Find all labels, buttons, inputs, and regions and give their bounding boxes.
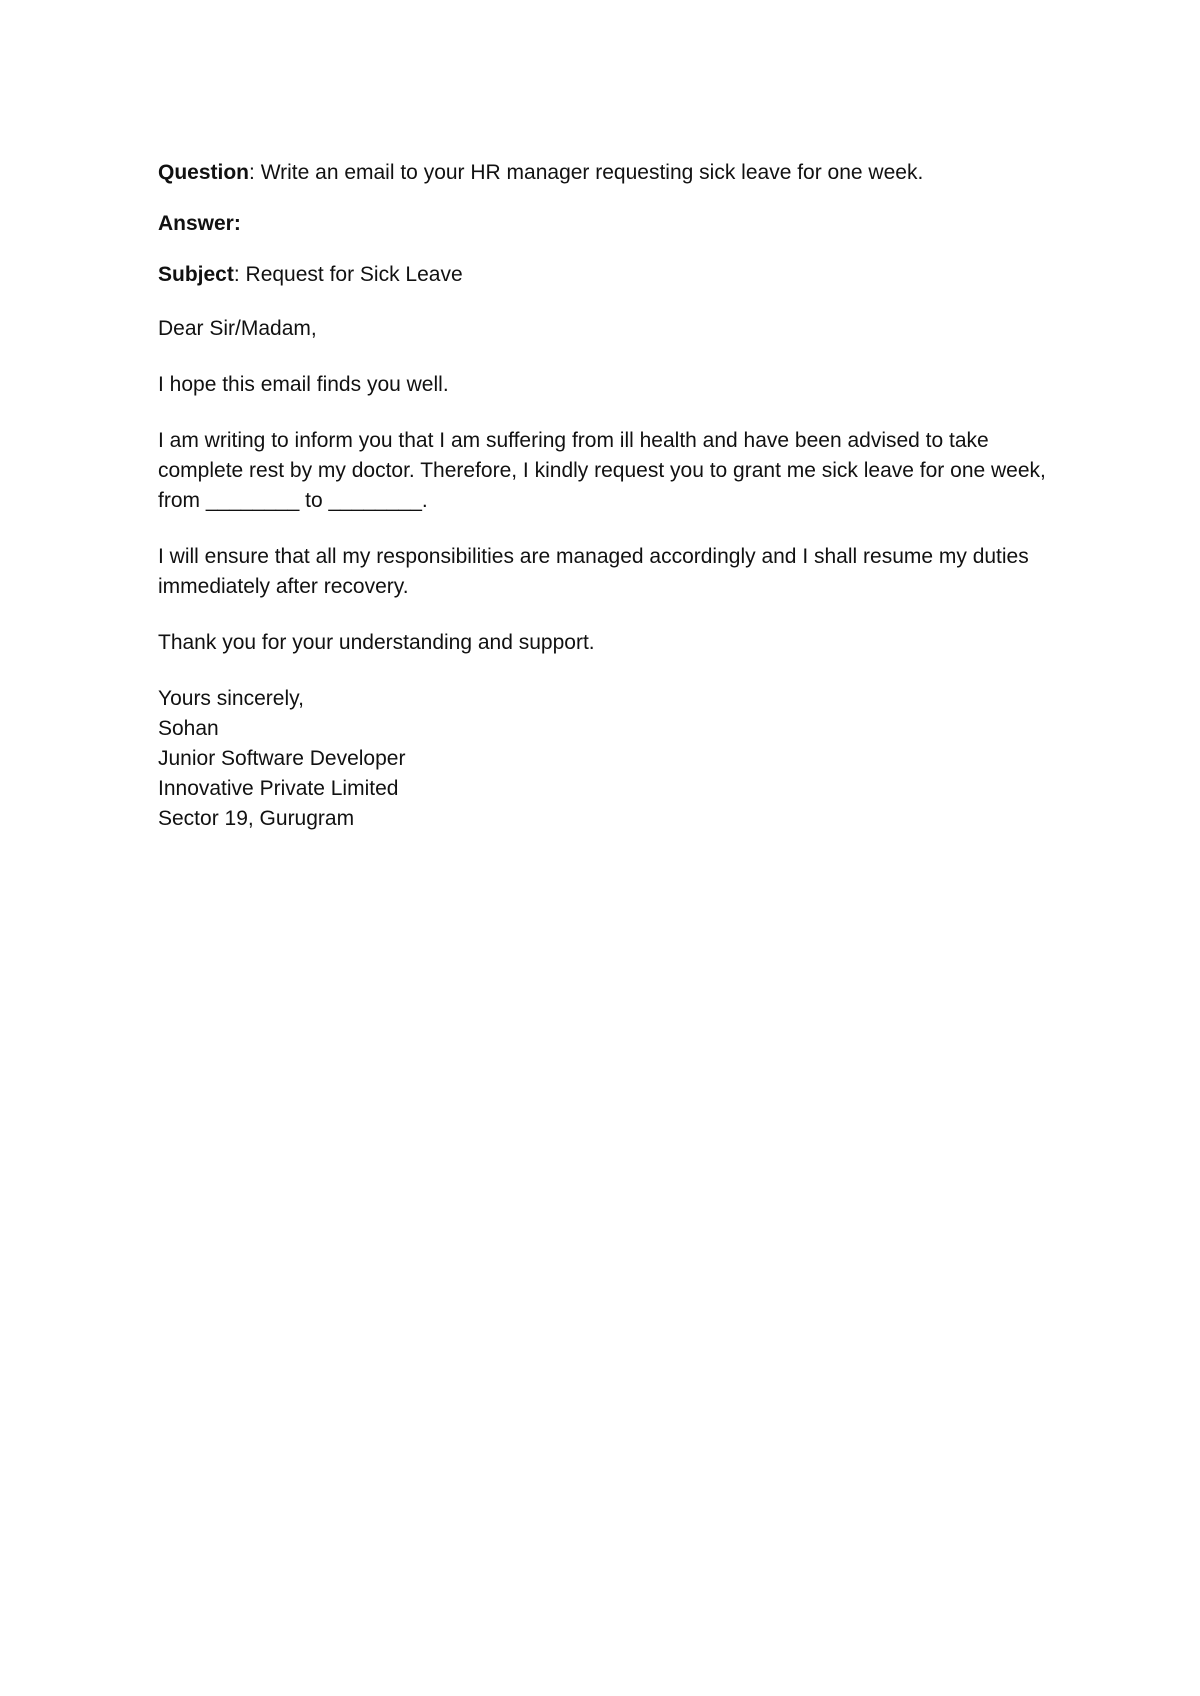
- question-label: Question: [158, 161, 250, 184]
- subject-separator: :: [233, 263, 246, 286]
- body-paragraph-1-end: .: [421, 489, 428, 512]
- question-separator: :: [249, 161, 261, 184]
- question-line: [158, 158, 1058, 188]
- body-paragraph-1: [158, 426, 1058, 516]
- body-paragraph-1-mid: to: [299, 489, 329, 512]
- subject-text: Request for Sick Leave: [245, 263, 463, 286]
- answer-label: Answer:: [158, 212, 241, 235]
- signature-company: Innovative Private Limited: [158, 777, 399, 800]
- body-paragraph-2: I will ensure that all my responsibilities are managed accordingly and I shall resume my duties immediately after recovery.: [158, 545, 1029, 598]
- signature-designation: Junior Software Developer: [158, 747, 406, 770]
- signature-closing: Yours sincerely,: [158, 687, 304, 710]
- body-paragraph-1-start: I am writing to inform you that I am suffering from ill health and have been advised to take complete rest by my doctor. Therefore, I kindly request you to grant me sick leave for one week, from: [158, 429, 1046, 512]
- thanks-line: Thank you for your understanding and support.: [158, 631, 595, 654]
- document-content: [158, 158, 1058, 855]
- subject-line: [158, 260, 1058, 290]
- answer-line: [158, 209, 1058, 239]
- date-to-blank: ________: [328, 489, 422, 512]
- question-text: Write an email to your HR manager requesting sick leave for one week.: [260, 161, 924, 184]
- signature-address: Sector 19, Gurugram: [158, 807, 355, 830]
- greeting: I hope this email finds you well.: [158, 373, 449, 396]
- salutation: Dear Sir/Madam,: [158, 317, 317, 340]
- signature-name: Sohan: [158, 717, 219, 740]
- signature-block: [158, 684, 1058, 834]
- date-from-blank: ________: [205, 489, 300, 512]
- subject-label: Subject: [158, 263, 234, 286]
